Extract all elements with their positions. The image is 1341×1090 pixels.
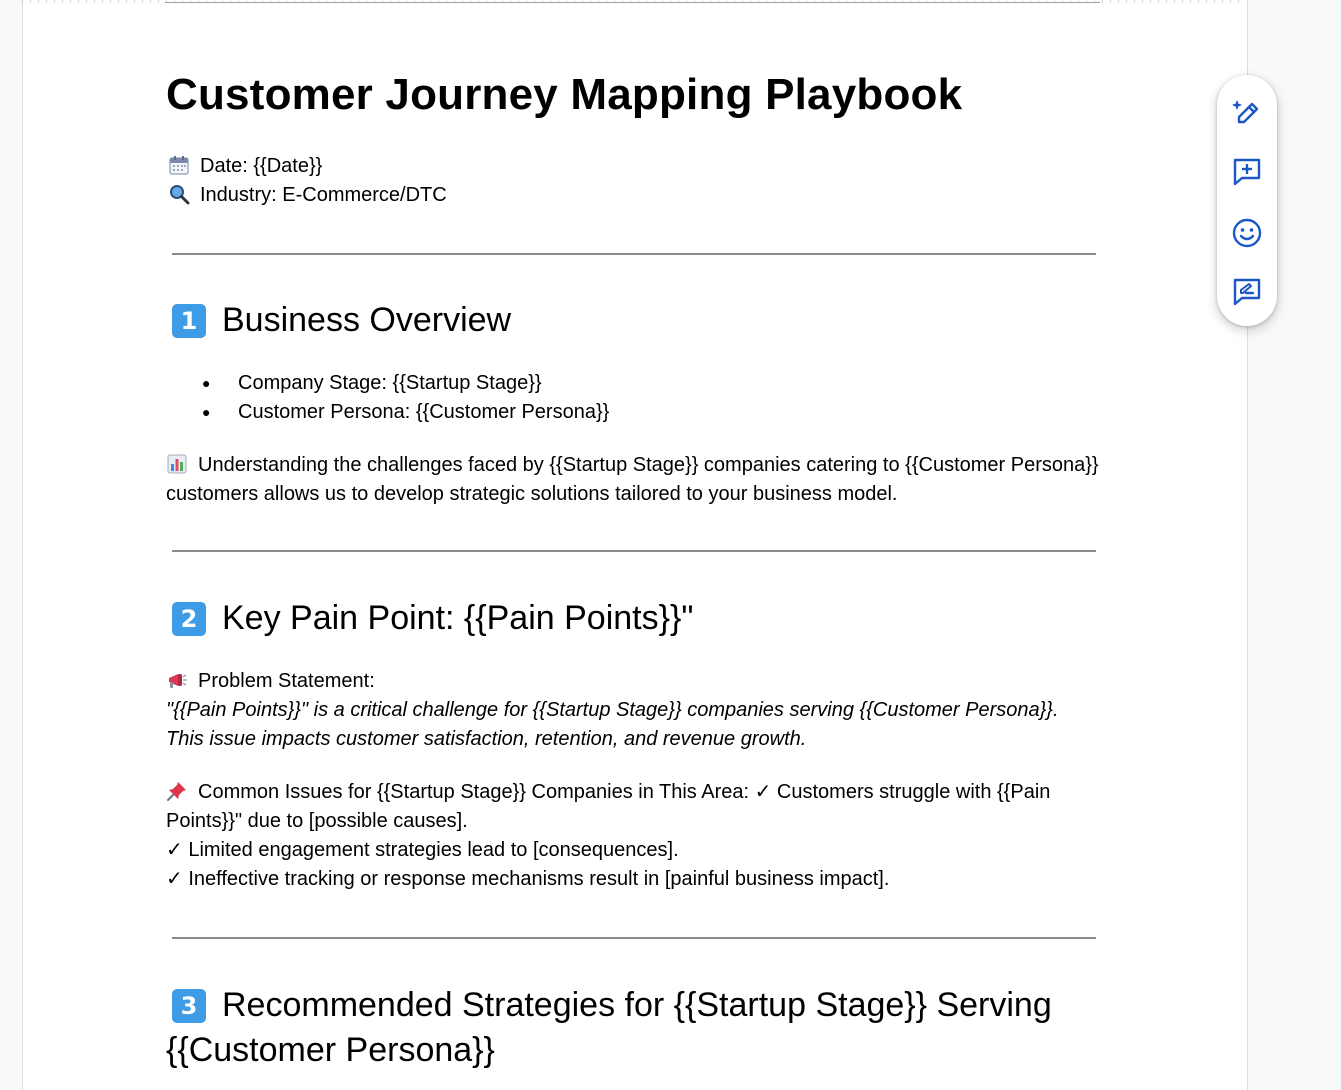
calendar-icon: [168, 154, 190, 176]
problem-text: "{{Pain Points}}" is a critical challenge for {{Startup Stage}} companies serving {{Customer Persona}}. This issue impacts customer satisfaction, retention, and revenue growth.: [166, 699, 1059, 750]
horizontal-rule: [172, 253, 1096, 255]
list-item: ● Customer Persona: {{Customer Persona}}: [202, 398, 609, 427]
industry-line: [168, 181, 447, 210]
magnifier-icon: [168, 183, 190, 205]
issue-line: ✓ Ineffective tracking or response mechanisms result in [painful business impact].: [166, 868, 890, 890]
overview-paragraph: [166, 451, 1101, 509]
horizontal-rule: [172, 937, 1096, 939]
issue-line: ✓ Limited engagement strategies lead to [consequences].: [166, 839, 679, 861]
keycap-three-icon: 3: [172, 989, 206, 1023]
keycap-one-icon: 1: [172, 304, 206, 338]
megaphone-icon: [166, 669, 188, 691]
keycap-two-icon: 2: [172, 602, 206, 636]
bar-chart-icon: [166, 453, 188, 475]
emoji-reaction-icon[interactable]: [1231, 217, 1263, 249]
help-me-write-icon[interactable]: [1231, 96, 1263, 128]
section-heading-recommended-strategies: [166, 983, 1086, 1073]
suggest-edits-icon[interactable]: [1231, 276, 1263, 308]
industry-text: Industry: E-Commerce/DTC: [200, 184, 447, 206]
add-comment-icon[interactable]: [1231, 156, 1263, 188]
section-heading-text: Key Pain Point: {{Pain Points}}": [222, 599, 694, 637]
date-text: Date: {{Date}}: [200, 155, 323, 177]
bullet-list: [202, 369, 609, 427]
section-heading-key-pain-point: [172, 596, 693, 641]
problem-label: Problem Statement:: [198, 670, 375, 692]
floating-side-toolbar: [1217, 75, 1277, 326]
overview-text: Understanding the challenges faced by {{Startup Stage}} companies catering to {{Customer Persona}} customers allows us to develop strategic solutions tailored to your business model.: [166, 454, 1099, 505]
pushpin-icon: [166, 780, 188, 802]
problem-statement: [166, 667, 1101, 754]
section-heading-text: Recommended Strategies for {{Startup Stage}} Serving {{Customer Persona}}: [166, 986, 1052, 1069]
ruler-margin-line: [165, 2, 1100, 3]
horizontal-rule: [172, 550, 1096, 552]
section-heading-business-overview: [172, 298, 511, 343]
issues-intro: Common Issues for {{Startup Stage}} Companies in This Area: ✓ Customers struggle with {{Pain Points}}" due to [possible causes].: [166, 781, 1051, 832]
section-heading-text: Business Overview: [222, 301, 512, 339]
date-line: [168, 152, 322, 181]
list-item: ● Company Stage: {{Startup Stage}}: [202, 369, 609, 398]
common-issues: [166, 778, 1101, 894]
document-title: Customer Journey Mapping Playbook: [166, 70, 963, 119]
